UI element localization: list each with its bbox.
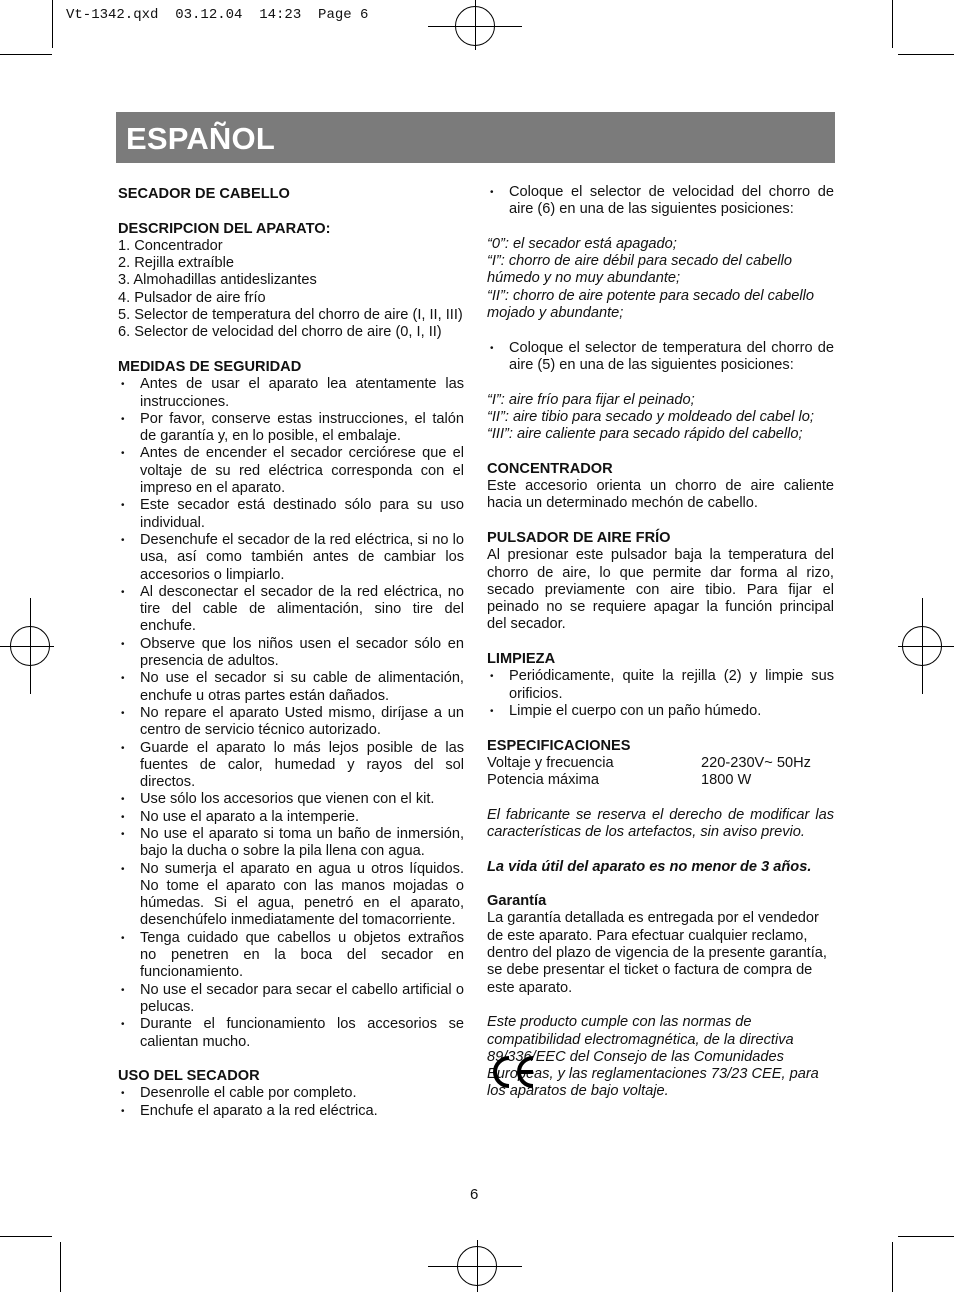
ce-compliance-text: Este producto cumple con las normas de compatibilidad electromagnética, de la directiva 89/336/EEC del Consejo de las Comunidades Europeas, y las reglamentaciones 73/23 CEE, para los aparatos de bajo voltaje.: [487, 1014, 819, 1100]
manufacturer-note: El fabricante se reserva el derecho de modificar las características de los artefactos, sin aviso previo.: [487, 806, 834, 840]
print-slug: Vt-1342.qxd 03.12.04 14:23 Page 6: [66, 7, 369, 23]
list-item: 5. Selector de temperatura del chorro de aire (I, II, III): [118, 307, 463, 324]
list-item: 1. Concentrador: [118, 237, 223, 254]
cold-button-text: Al presionar este pulsador baja la temperatura del chorro de aire, lo que permite dar forma al rizo, secado previamente con aire tibio. Para fijar el peinado no se requiere apagar la función principal del secador.: [487, 547, 834, 633]
list-item: • Durante el funcionamiento los accesorios se calientan mucho.: [118, 1016, 464, 1051]
list-item: • Enchufe el aparato a la red eléctrica.: [118, 1103, 464, 1120]
left-column: [118, 186, 464, 1120]
ce-compliance: [487, 1014, 834, 1100]
speed-option: “II”: chorro de aire potente para secado del cabello mojado y abundante;: [487, 287, 814, 322]
safety-heading: MEDIDAS DE SEGURIDAD: [118, 358, 302, 375]
list-item: • No use el secador si su cable de alimentación, enchufe u otras partes están dañados.: [118, 670, 464, 705]
spec-row: [487, 755, 834, 772]
speed-option: “0”: el secador está apagado;: [487, 235, 677, 252]
list-item: • Periódicamente, quite la rejilla (2) y limpie sus orificios.: [487, 668, 834, 703]
list-item: • Desenchufe el secador de la red eléctrica, si no lo usa, así como también antes de cambiar los accesorios o limpiarlo.: [118, 532, 464, 584]
ce-mark-icon: [489, 1054, 537, 1090]
spec-label: Potencia máxima: [487, 772, 599, 789]
specifications-heading: ESPECIFICACIONES: [487, 737, 631, 754]
list-item: 6. Selector de velocidad del chorro de aire (0, I, II): [118, 324, 442, 341]
list-item: • Use sólo los accesorios que vienen con el kit.: [118, 791, 464, 808]
list-item: • Antes de usar el aparato lea atentamente las instrucciones.: [118, 376, 464, 411]
warranty-heading: Garantía: [487, 893, 547, 910]
list-item: 2. Rejilla extraíble: [118, 255, 234, 272]
concentrator-text: Este accesorio orienta un chorro de aire caliente hacia un determinado mechón de cabello.: [487, 478, 834, 512]
speed-instruction: [487, 184, 834, 219]
list-item: • Al desconectar el secador de la red eléctrica, no tire del cable de alimentación, sino tire del enchufe.: [118, 584, 464, 636]
usage-heading: USO DEL SECADOR: [118, 1068, 260, 1085]
spec-value: 1800 W: [701, 772, 752, 789]
parts-list: [118, 238, 464, 342]
list-item: • Este secador está destinado sólo para su uso individual.: [118, 497, 464, 532]
cleaning-list: [487, 668, 834, 720]
speed-option: “I”: chorro de aire débil para secado del cabello húmedo y no muy abundante;: [487, 253, 793, 287]
language-title: ESPAÑOL: [126, 121, 275, 156]
temperature-option: “III”: aire caliente para secado rápido del cabello;: [487, 426, 803, 443]
list-item: • No repare el aparato Usted mismo, diríjase a un centro de servicio técnico autorizado.: [118, 705, 464, 740]
list-item: • Limpie el cuerpo con un paño húmedo.: [487, 703, 834, 720]
page-number: 6: [470, 1186, 479, 1203]
temperature-instruction: [487, 340, 834, 375]
section-title: SECADOR DE CABELLO: [118, 186, 290, 202]
list-item: • No sumerja el aparato en agua u otros líquidos. No tome el aparato con las manos mojadas o húmedas. Si el agua, penetró en el aparato, desenchúfelo inmediatamente del tomacorriente.: [118, 861, 464, 930]
list-item: • Guarde el aparato lo más lejos posible de las fuentes de calor, humedad y rayos del sol directos.: [118, 740, 464, 792]
usage-list: [118, 1085, 464, 1120]
cold-button-heading: PULSADOR DE AIRE FRÍO: [487, 529, 671, 546]
list-item: • No use el aparato si toma un baño de inmersión, bajo la ducha o sobre la pila llena con agua.: [118, 826, 464, 861]
temperature-option: “I”: aire frío para fijar el peinado;: [487, 391, 695, 408]
list-item: • Coloque el selector de velocidad del chorro de aire (6) en una de las siguientes posiciones:: [487, 184, 834, 219]
list-item: 4. Pulsador de aire frío: [118, 289, 266, 306]
list-item: • Desenrolle el cable por completo.: [118, 1085, 464, 1102]
safety-list: [118, 376, 464, 1051]
cleaning-heading: LIMPIEZA: [487, 651, 556, 668]
list-item: • Por favor, conserve estas instrucciones, el talón de garantía y, en lo posible, el embalaje.: [118, 411, 464, 446]
list-item: • Tenga cuidado que cabellos u objetos extraños no penetren en la boca del secador en funcionamiento.: [118, 930, 464, 982]
right-column: [487, 184, 834, 1101]
description-heading: DESCRIPCION DEL APARATO:: [118, 220, 331, 237]
list-item: • Antes de encender el secador cerciórese que el voltaje de su red eléctrica corresponda con el impreso en el aparato.: [118, 445, 464, 497]
spec-row: [487, 772, 834, 789]
list-item: • No use el aparato a la intemperie.: [118, 809, 464, 826]
list-item: • Observe que los niños usen el secador sólo en presencia de adultos.: [118, 636, 464, 671]
list-item: • No use el secador para secar el cabello artificial o pelucas.: [118, 982, 464, 1017]
language-banner: [116, 112, 835, 163]
temperature-option: “II”: aire tibio para secado y moldeado del cabel lo;: [487, 408, 814, 425]
service-life-note: La vida útil del aparato es no menor de 3 años.: [487, 858, 812, 875]
list-item: 3. Almohadillas antideslizantes: [118, 272, 317, 289]
spec-value: 220-230V~ 50Hz: [701, 754, 811, 771]
list-item: • Coloque el selector de temperatura del chorro de aire (5) en una de las siguientes posiciones:: [487, 340, 834, 375]
concentrator-heading: CONCENTRADOR: [487, 460, 613, 477]
warranty-text: La garantía detallada es entregada por el vendedor de este aparato. Para efectuar cualquier reclamo, dentro del plazo de vigencia de la presente garantía, se debe presentar el ticket o factura de compra de este aparato.: [487, 910, 827, 996]
spec-label: Voltaje y frecuencia: [487, 754, 614, 771]
